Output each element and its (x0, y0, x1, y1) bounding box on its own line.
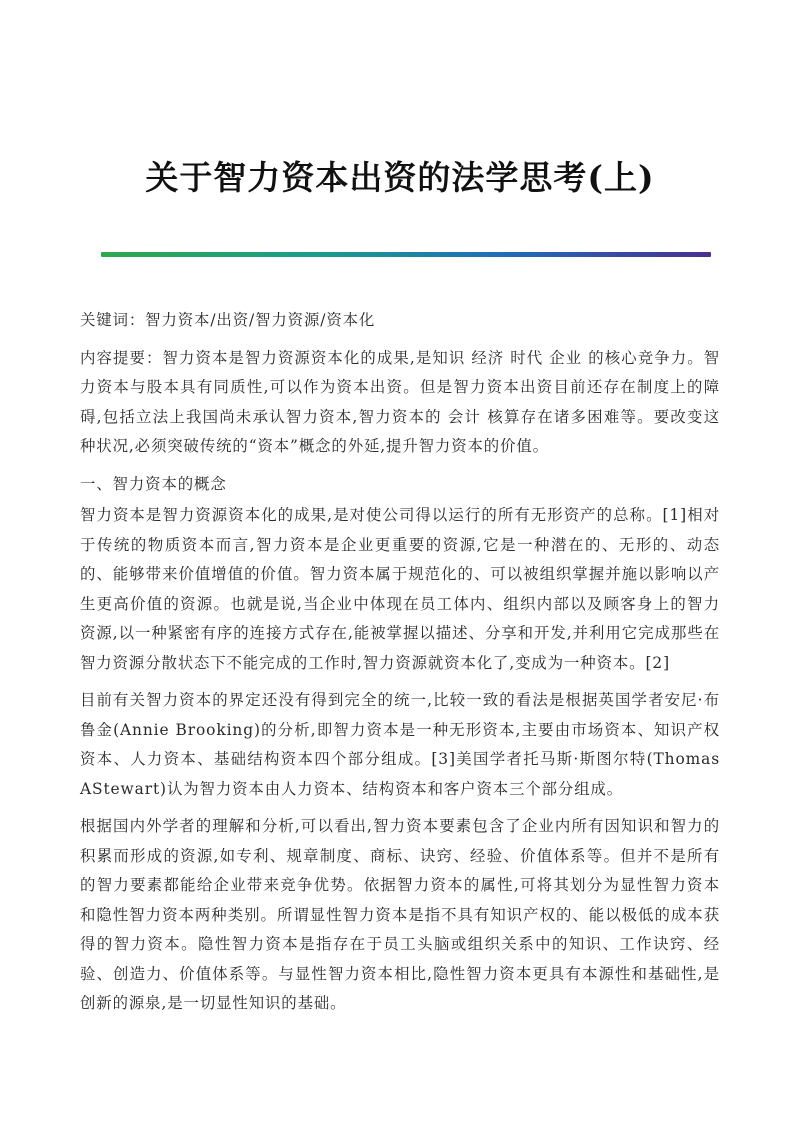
document-body (80, 306, 720, 1019)
body-paragraph-2: 目前有关智力资本的界定还没有得到完全的统一,比较一致的看法是根据英国学者安尼·布鲁金(Annie Brooking)的分析,即智力资本是一种无形资本,主要由市场资本、知识产权资本、人力资本、基础结构资本四个部分组成。[3]美国学者托马斯·斯图尔特(Thomas AStewart)认为智力资本由人力资本、结构资本和客户资本三个部分组成。 (80, 691, 720, 798)
title-divider (101, 252, 711, 257)
section-heading: 一、智力资本的概念 (80, 474, 227, 493)
document-title: 关于智力资本出资的法学思考(上) (145, 158, 655, 197)
body-paragraph-3: 根据国内外学者的理解和分析,可以看出,智力资本要素包含了企业内所有因知识和智力的积累而形成的资源,如专利、规章制度、商标、诀窍、经验、价值体系等。但并不是所有的智力要素都能给企业带来竞争优势。依据智力资本的属性,可将其划分为显性智力资本和隐性智力资本两种类别。所谓显性智力资本是指不具有知识产权的、能以极低的成本获得的智力资本。隐性智力资本是指存在于员工头脑或组织关系中的知识、工作诀窍、经验、创造力、价值体系等。与显性智力资本相比,隐性智力资本更具有本源性和基础性,是创新的源泉,是一切显性知识的基础。 (80, 817, 720, 1012)
body-paragraph-1: 智力资本是智力资源资本化的成果,是对使公司得以运行的所有无形资产的总称。[1]相对于传统的物质资本而言,智力资本是企业更重要的资源,它是一种潜在的、无形的、动态的、能够带来价值增值的价值。智力资本属于规范化的、可以被组织掌握并施以影响以产生更高价值的资源。也就是说,当企业中体现在员工体内、组织内部以及顾客身上的智力资源,以一种紧密有序的连接方式存在,能被掌握以描述、分享和开发,并利用它完成那些在智力资源分散状态下不能完成的工作时,智力资源就资本化了,变成为一种资本。[2] (80, 506, 720, 672)
abstract-paragraph: 内容提要：智力资本是智力资源资本化的成果,是知识 经济 时代 企业 的核心竞争力。智力资本与股本具有同质性,可以作为资本出资。但是智力资本出资目前还存在制度上的障碍,包括立法上我国尚未承认智力资本,智力资本的 会计 核算存在诸多困难等。要改变这种状况,必须突破传统的“资本”概念的外延,提升智力资本的价值。 (80, 348, 720, 455)
keywords-line: 关键词：智力资本/出资/智力资源/资本化 (80, 311, 376, 329)
